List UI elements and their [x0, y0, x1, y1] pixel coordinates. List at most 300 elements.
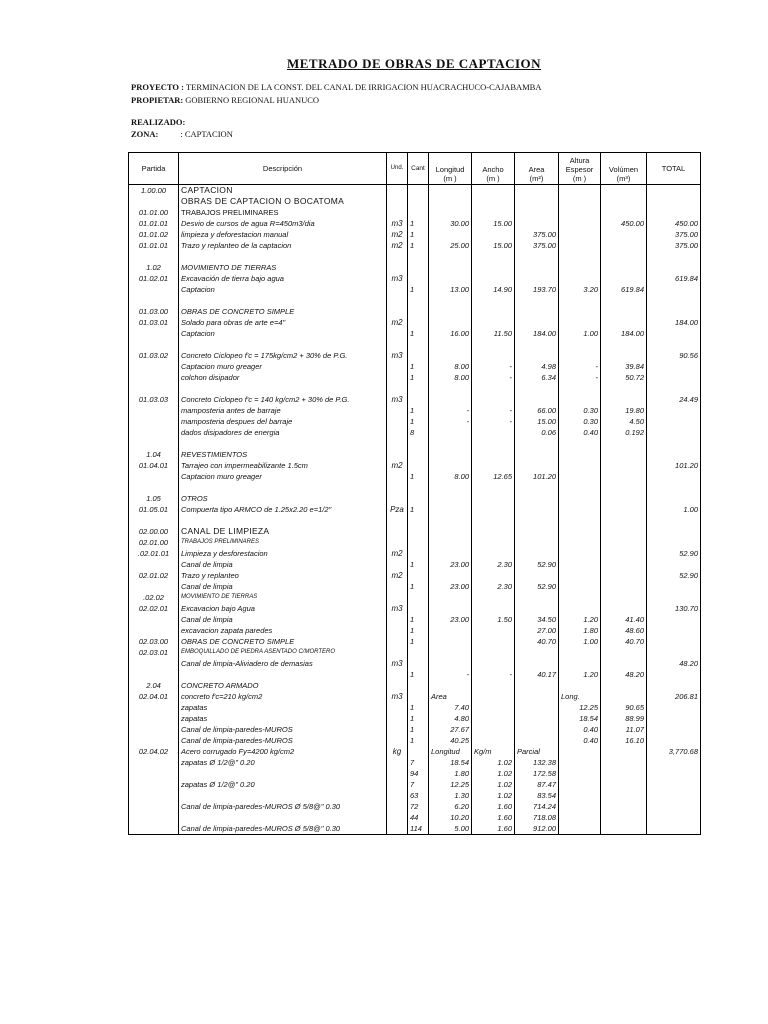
longitud-cell [429, 515, 472, 526]
ancho-cell [472, 207, 515, 218]
description-cell: Solado para obras de arte e=4" [179, 317, 387, 328]
volumen-cell [601, 273, 647, 284]
altura-cell [559, 262, 601, 273]
longitud-cell: - [429, 405, 472, 416]
area-cell [515, 438, 559, 449]
total-cell [647, 713, 701, 724]
ancho-cell: 15.00 [472, 240, 515, 251]
altura-cell [559, 603, 601, 614]
ancho-cell [472, 317, 515, 328]
cant-cell [408, 746, 429, 757]
ancho-cell [472, 339, 515, 350]
longitud-cell [429, 504, 472, 515]
volumen-cell: 50.72 [601, 372, 647, 383]
cant-cell: 1 [408, 636, 429, 647]
cant-cell: 7 [408, 779, 429, 790]
cant-cell: 1 [408, 471, 429, 482]
table-row [129, 537, 701, 548]
longitud-cell [429, 548, 472, 559]
partida-cell [129, 284, 179, 295]
cant-cell: 1 [408, 416, 429, 427]
header-longitud: Longitud [429, 153, 472, 175]
total-cell [647, 625, 701, 636]
partida-cell [129, 482, 179, 493]
altura-cell: 18.54 [559, 713, 601, 724]
ancho-cell: 2.30 [472, 581, 515, 592]
altura-cell [559, 570, 601, 581]
total-cell [647, 372, 701, 383]
partida-cell [129, 438, 179, 449]
description-cell [179, 383, 387, 394]
unit-cell [387, 449, 408, 460]
total-cell: 52.90 [647, 548, 701, 559]
description-cell [179, 438, 387, 449]
table-row [129, 185, 701, 197]
description-cell: OBRAS DE CONCRETO SIMPLE [179, 636, 387, 647]
zona-label: ZONA: [131, 129, 159, 139]
total-cell [647, 812, 701, 823]
ancho-cell [472, 350, 515, 361]
table-row [129, 526, 701, 537]
ancho-cell [472, 185, 515, 197]
altura-cell [559, 823, 601, 835]
table-row [129, 460, 701, 471]
partida-cell: 02.01.02 [129, 570, 179, 581]
table-row [129, 405, 701, 416]
altura-cell [559, 295, 601, 306]
unit-cell [387, 196, 408, 207]
partida-cell [129, 724, 179, 735]
description-cell: Concreto Ciclopeo f'c = 175kg/cm2 + 30% de P.G. [179, 350, 387, 361]
total-cell: 206.81 [647, 691, 701, 702]
total-cell: 450.00 [647, 218, 701, 229]
area-cell [515, 603, 559, 614]
table-row [129, 427, 701, 438]
area-cell [515, 680, 559, 691]
altura-cell: - [559, 372, 601, 383]
altura-cell [559, 394, 601, 405]
unit-cell [387, 328, 408, 339]
unit-ancho: (m ) [472, 174, 515, 185]
unit-cell: m3 [387, 658, 408, 669]
cant-cell [408, 537, 429, 548]
altura-cell [559, 273, 601, 284]
area-cell [515, 218, 559, 229]
ancho-cell: 1.60 [472, 812, 515, 823]
total-cell [647, 482, 701, 493]
longitud-cell: 23.00 [429, 614, 472, 625]
total-cell [647, 295, 701, 306]
partida-cell: 01.01.00 [129, 207, 179, 218]
area-cell [515, 317, 559, 328]
cant-cell: 1 [408, 218, 429, 229]
volumen-cell: 16.10 [601, 735, 647, 746]
unit-cell [387, 537, 408, 548]
longitud-cell: - [429, 416, 472, 427]
cant-cell: 1 [408, 713, 429, 724]
area-cell: 375.00 [515, 229, 559, 240]
partida-cell [129, 614, 179, 625]
table-row [129, 823, 701, 835]
altura-cell [559, 812, 601, 823]
area-cell [515, 460, 559, 471]
longitud-cell [429, 394, 472, 405]
total-cell [647, 680, 701, 691]
description-cell [179, 339, 387, 350]
description-cell: Trazo y replanteo [179, 570, 387, 581]
altura-cell [559, 746, 601, 757]
altura-cell [559, 515, 601, 526]
ancho-cell: - [472, 416, 515, 427]
unit-cell [387, 801, 408, 812]
table-row [129, 416, 701, 427]
area-cell [515, 273, 559, 284]
unit-volumen: (m³) [601, 174, 647, 185]
altura-cell [559, 647, 601, 658]
ancho-cell [472, 526, 515, 537]
unit-cell [387, 757, 408, 768]
altura-cell [559, 680, 601, 691]
ancho-cell [472, 603, 515, 614]
longitud-cell: Longitud [429, 746, 472, 757]
longitud-cell: 40.25 [429, 735, 472, 746]
volumen-cell [601, 757, 647, 768]
total-cell: 375.00 [647, 229, 701, 240]
total-cell: 90.56 [647, 350, 701, 361]
unit-cell: m3 [387, 350, 408, 361]
unit-area: (m²) [515, 174, 559, 185]
area-cell: 172.58 [515, 768, 559, 779]
description-cell: excavacion zapata paredes [179, 625, 387, 636]
longitud-cell [429, 383, 472, 394]
total-cell [647, 636, 701, 647]
total-cell [647, 328, 701, 339]
area-cell [515, 515, 559, 526]
area-cell: 40.70 [515, 636, 559, 647]
longitud-cell [429, 592, 472, 603]
unit-cell: Pza [387, 504, 408, 515]
total-cell [647, 207, 701, 218]
unit-cell [387, 262, 408, 273]
partida-cell [129, 735, 179, 746]
table-row [129, 724, 701, 735]
longitud-cell [429, 427, 472, 438]
ancho-cell [472, 735, 515, 746]
description-cell: Limpieza y desforestacion [179, 548, 387, 559]
cant-cell: 1 [408, 240, 429, 251]
longitud-cell [429, 185, 472, 197]
altura-cell [559, 460, 601, 471]
cant-cell: 72 [408, 801, 429, 812]
cant-cell: 1 [408, 361, 429, 372]
table-row [129, 647, 701, 658]
longitud-cell [429, 603, 472, 614]
longitud-cell [429, 306, 472, 317]
area-cell [515, 526, 559, 537]
longitud-cell: 18.54 [429, 757, 472, 768]
ancho-cell: - [472, 372, 515, 383]
proyecto-value: TERMINACION DE LA CONST. DEL CANAL DE IRRIGACION HUACRACHUCO-CAJABAMBA [185, 82, 542, 92]
table-row [129, 372, 701, 383]
altura-cell: 0.40 [559, 427, 601, 438]
description-cell: OBRAS DE CAPTACION O BOCATOMA [179, 196, 387, 207]
unit-cell [387, 581, 408, 592]
partida-cell: 1.05 [129, 493, 179, 504]
longitud-cell: 23.00 [429, 581, 472, 592]
unit-cell: m2 [387, 570, 408, 581]
unit-cell [387, 680, 408, 691]
unit-cell: m2 [387, 229, 408, 240]
total-cell [647, 581, 701, 592]
partida-cell [129, 339, 179, 350]
unit-cell [387, 647, 408, 658]
volumen-cell [601, 306, 647, 317]
unit-cell [387, 812, 408, 823]
realizado-line [131, 117, 185, 127]
header-ancho: Ancho [472, 153, 515, 175]
cant-cell: 1 [408, 504, 429, 515]
volumen-cell [601, 240, 647, 251]
ancho-cell [472, 724, 515, 735]
area-cell: 40.17 [515, 669, 559, 680]
cant-cell: 8 [408, 427, 429, 438]
volumen-cell [601, 680, 647, 691]
total-cell [647, 823, 701, 835]
ancho-cell [472, 295, 515, 306]
description-cell: mamposteria despues del barraje [179, 416, 387, 427]
zona-value: : CAPTACION [180, 129, 233, 139]
area-cell [515, 339, 559, 350]
table-row [129, 713, 701, 724]
volumen-cell [601, 196, 647, 207]
partida-cell [129, 196, 179, 207]
ancho-cell [472, 460, 515, 471]
altura-cell [559, 449, 601, 460]
total-cell [647, 702, 701, 713]
partida-cell [129, 559, 179, 570]
ancho-cell: 1.02 [472, 779, 515, 790]
description-cell: Captacion muro greager [179, 471, 387, 482]
description-cell: Tarrajeo con impermeabilizante 1.5cm [179, 460, 387, 471]
cant-cell: 1 [408, 284, 429, 295]
area-cell [515, 537, 559, 548]
total-cell [647, 405, 701, 416]
cant-cell: 1 [408, 735, 429, 746]
volumen-cell [601, 449, 647, 460]
unit-cell [387, 251, 408, 262]
longitud-cell [429, 658, 472, 669]
ancho-cell [472, 196, 515, 207]
total-cell [647, 383, 701, 394]
volumen-cell [601, 548, 647, 559]
volumen-cell [601, 493, 647, 504]
unit-altura: (m ) [559, 174, 601, 185]
table-row [129, 691, 701, 702]
total-cell [647, 185, 701, 197]
description-cell: MOVIMIENTO DE TIERRAS [179, 592, 387, 603]
total-cell [647, 339, 701, 350]
altura-cell [559, 196, 601, 207]
volumen-cell [601, 383, 647, 394]
cant-cell [408, 592, 429, 603]
partida-cell: 1.02 [129, 262, 179, 273]
partida-cell [129, 768, 179, 779]
description-cell: OTROS [179, 493, 387, 504]
unit-cell [387, 779, 408, 790]
area-cell [515, 196, 559, 207]
volumen-cell [601, 647, 647, 658]
description-cell [179, 482, 387, 493]
total-cell: 184.00 [647, 317, 701, 328]
unit-longitud: (m ) [429, 174, 472, 185]
longitud-cell [429, 273, 472, 284]
unit-cell [387, 768, 408, 779]
ancho-cell [472, 273, 515, 284]
description-cell: zapatas [179, 713, 387, 724]
total-cell [647, 361, 701, 372]
cant-cell: 1 [408, 669, 429, 680]
description-cell [179, 295, 387, 306]
longitud-cell [429, 460, 472, 471]
cant-cell [408, 515, 429, 526]
volumen-cell [601, 438, 647, 449]
area-cell [515, 493, 559, 504]
volumen-cell [601, 559, 647, 570]
table-row [129, 702, 701, 713]
area-cell: 375.00 [515, 240, 559, 251]
realizado-label: REALIZADO: [131, 117, 186, 127]
partida-cell: 02.03.00 [129, 636, 179, 647]
total-cell [647, 614, 701, 625]
cant-cell [408, 548, 429, 559]
unit-cell [387, 207, 408, 218]
area-cell [515, 383, 559, 394]
table-row [129, 614, 701, 625]
altura-cell [559, 482, 601, 493]
total-cell [647, 196, 701, 207]
total-cell: 619.84 [647, 273, 701, 284]
header-und: Und. [387, 153, 408, 185]
area-cell: 193.70 [515, 284, 559, 295]
table-row [129, 735, 701, 746]
cant-cell: 1 [408, 559, 429, 570]
area-cell: 6.34 [515, 372, 559, 383]
table-row [129, 350, 701, 361]
partida-cell [129, 779, 179, 790]
ancho-cell [472, 570, 515, 581]
cant-cell [408, 691, 429, 702]
cant-cell [408, 306, 429, 317]
description-cell: Canal de limpia-paredes-MUROS [179, 735, 387, 746]
area-cell [515, 394, 559, 405]
cant-cell: 1 [408, 702, 429, 713]
volumen-cell [601, 394, 647, 405]
ancho-cell: 2.30 [472, 559, 515, 570]
cant-cell [408, 460, 429, 471]
description-cell: EMBOQUILLADO DE PIEDRA ASENTADO C/MORTERO [179, 647, 387, 658]
altura-cell: 0.40 [559, 735, 601, 746]
description-cell: Excavacion bajo Agua [179, 603, 387, 614]
longitud-cell: 30.00 [429, 218, 472, 229]
altura-cell: 1.00 [559, 328, 601, 339]
ancho-cell: - [472, 669, 515, 680]
proyecto-line [131, 82, 542, 92]
total-cell [647, 515, 701, 526]
cant-cell: 63 [408, 790, 429, 801]
area-cell: 15.00 [515, 416, 559, 427]
volumen-cell [601, 790, 647, 801]
partida-cell: 02.02.01 [129, 603, 179, 614]
partida-cell [129, 625, 179, 636]
altura-cell [559, 471, 601, 482]
altura-cell [559, 548, 601, 559]
volumen-cell [601, 482, 647, 493]
longitud-cell [429, 339, 472, 350]
cant-cell [408, 339, 429, 350]
table-row [129, 779, 701, 790]
longitud-cell [429, 229, 472, 240]
cant-cell [408, 383, 429, 394]
table-row [129, 603, 701, 614]
partida-cell: 01.04.01 [129, 460, 179, 471]
table-row [129, 658, 701, 669]
volumen-cell [601, 515, 647, 526]
altura-cell [559, 438, 601, 449]
cant-cell: 1 [408, 229, 429, 240]
area-cell: 184.00 [515, 328, 559, 339]
table-row [129, 581, 701, 592]
ancho-cell [472, 548, 515, 559]
description-cell: Canal de limpia-paredes-MUROS Ø 5/8@" 0.30 [179, 823, 387, 835]
ancho-cell [472, 394, 515, 405]
volumen-cell: 48.20 [601, 669, 647, 680]
description-cell: Captacion [179, 284, 387, 295]
description-cell: CAPTACION [179, 185, 387, 197]
total-cell [647, 493, 701, 504]
total-cell [647, 559, 701, 570]
partida-cell [129, 757, 179, 768]
volumen-cell [601, 779, 647, 790]
unit-cell [387, 625, 408, 636]
cant-cell: 1 [408, 614, 429, 625]
unit-cell [387, 372, 408, 383]
volumen-cell [601, 658, 647, 669]
longitud-cell [429, 317, 472, 328]
propietar-label: PROPIETAR: [131, 95, 184, 105]
area-cell: 52.90 [515, 559, 559, 570]
document-title: METRADO DE OBRAS DE CAPTACION [286, 56, 542, 71]
ancho-cell: 1.02 [472, 768, 515, 779]
ancho-cell [472, 647, 515, 658]
area-cell: 87.47 [515, 779, 559, 790]
unit-cell [387, 185, 408, 197]
total-cell [647, 284, 701, 295]
area-cell [515, 702, 559, 713]
cant-cell [408, 394, 429, 405]
altura-cell [559, 383, 601, 394]
longitud-cell: 7.40 [429, 702, 472, 713]
partida-cell [129, 790, 179, 801]
propietar-line [131, 95, 319, 105]
partida-cell [129, 427, 179, 438]
table-row [129, 515, 701, 526]
cant-cell: 1 [408, 328, 429, 339]
table-row [129, 438, 701, 449]
ancho-cell [472, 592, 515, 603]
altura-cell [559, 581, 601, 592]
unit-cell [387, 669, 408, 680]
ancho-cell: 1.60 [472, 801, 515, 812]
